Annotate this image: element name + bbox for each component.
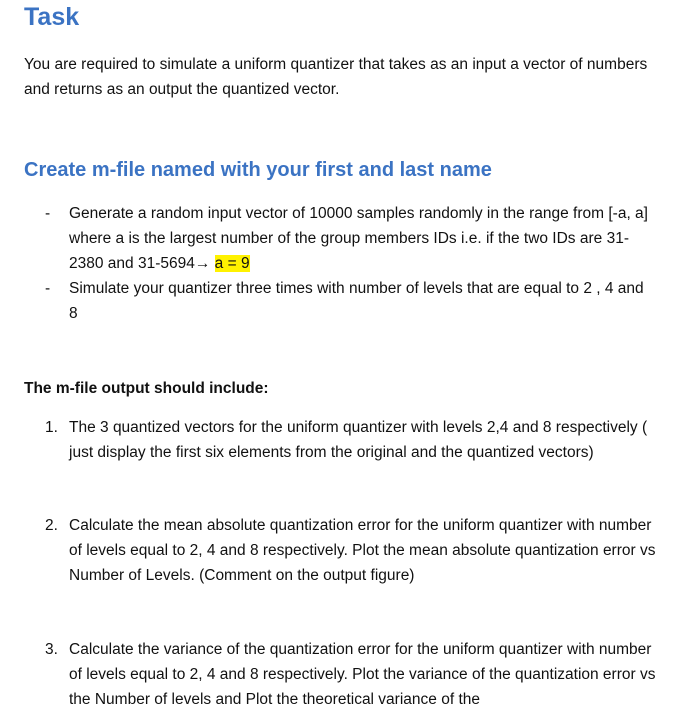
intro-paragraph: You are required to simulate a uniform quantizer that takes as an input a vector of numbers and returns as an output the quantized vector.: [24, 56, 648, 98]
item-text: Calculate the mean absolute quantization error for the uniform quantizer with number of levels equal to 2, 4 and 8 respectively. Plot the mean absolute quantization error vs Number of Levels. (Comment on the output figure): [69, 517, 656, 584]
item-text: Calculate the variance of the quantization error for the uniform quantizer with number of levels equal to 2, 4 and 8 respectively. Plot the variance of the quantization error vs the Number of levels and Plot the theoretical variance of the: [69, 641, 656, 708]
bullet-item-simulate: [0, 276, 684, 326]
item-number: 2.: [45, 517, 58, 534]
item-number: 1.: [45, 419, 58, 436]
numbered-item-2: [0, 513, 684, 588]
numbered-item-1: [0, 415, 684, 465]
item-number: 3.: [45, 641, 58, 658]
list-item: [0, 637, 684, 712]
bullet-item-generate: [0, 201, 684, 276]
output-heading: The m-file output should include:: [24, 380, 269, 397]
item-text: The 3 quantized vectors for the uniform quantizer with levels 2,4 and 8 respectively ( just display the first six elements from the original and the quantized vectors): [69, 419, 648, 461]
bullet-list: [0, 201, 684, 326]
highlighted-value: a = 9: [214, 255, 250, 272]
bullet-text-simulate: Simulate your quantizer three times with number of levels that are equal to 2 , 4 and 8: [69, 280, 644, 322]
bullet-marker: -: [45, 205, 51, 222]
numbered-item-3: [0, 637, 684, 712]
section-heading: Create m-file named with your first and last name: [24, 159, 492, 181]
bullet-text-generate: Generate a random input vector of 10000 samples randomly in the range from [-a, a] where a is the largest number of the group members IDs i.e. if the two IDs are 31-2380 and 31-5694→: [69, 205, 648, 272]
task-heading: Task: [24, 3, 80, 31]
list-item: [0, 513, 684, 588]
bullet-marker: -: [45, 280, 51, 297]
list-item: [0, 415, 684, 465]
